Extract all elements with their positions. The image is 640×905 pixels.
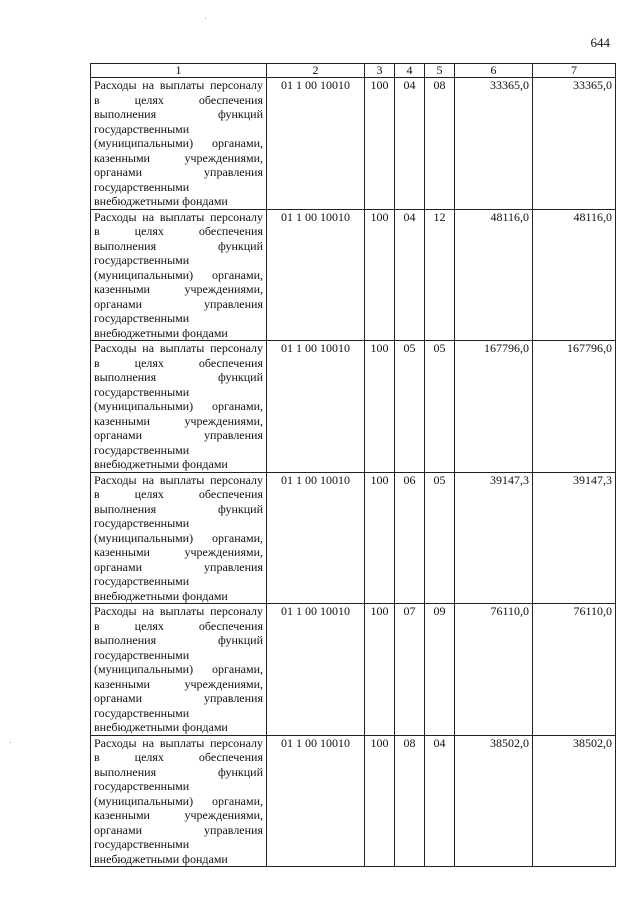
- table-row: [91, 209, 616, 341]
- row-target-code: 01 1 00 10010: [267, 472, 365, 604]
- row-section: 07: [395, 604, 425, 736]
- header-row: [91, 64, 616, 78]
- row-subsection: 04: [425, 735, 455, 867]
- row-description: Расходы на выплаты персоналу в целях обеспечения выполнения функций государственными (муниципальными) органами, казенными учреждениями, органами управления государственными внебюджетными фондами: [91, 472, 267, 604]
- row-amount-7: 76110,0: [533, 604, 616, 736]
- table-row: [91, 78, 616, 210]
- row-subsection: 05: [425, 472, 455, 604]
- row-description: Расходы на выплаты персоналу в целях обеспечения выполнения функций государственными (муниципальными) органами, казенными учреждениями, органами управления государственными внебюджетными фондами: [91, 341, 267, 473]
- row-expense-type: 100: [365, 604, 395, 736]
- column-header-5: 5: [425, 64, 455, 78]
- row-target-code: 01 1 00 10010: [267, 341, 365, 473]
- row-amount-6: 48116,0: [455, 209, 533, 341]
- row-subsection: 12: [425, 209, 455, 341]
- budget-table: [90, 63, 616, 867]
- row-amount-6: 167796,0: [455, 341, 533, 473]
- row-section: 08: [395, 735, 425, 867]
- row-target-code: 01 1 00 10010: [267, 78, 365, 210]
- row-amount-7: 167796,0: [533, 341, 616, 473]
- row-target-code: 01 1 00 10010: [267, 604, 365, 736]
- row-expense-type: 100: [365, 735, 395, 867]
- row-section: 04: [395, 209, 425, 341]
- row-subsection: 05: [425, 341, 455, 473]
- row-amount-7: 48116,0: [533, 209, 616, 341]
- column-header-4: 4: [395, 64, 425, 78]
- row-description: Расходы на выплаты персоналу в целях обеспечения выполнения функций государственными (муниципальными) органами, казенными учреждениями, органами управления государственными внебюджетными фондами: [91, 209, 267, 341]
- row-expense-type: 100: [365, 209, 395, 341]
- scan-speck: [10, 742, 11, 743]
- row-amount-6: 38502,0: [455, 735, 533, 867]
- column-header-6: 6: [455, 64, 533, 78]
- row-description: Расходы на выплаты персоналу в целях обеспечения выполнения функций государственными (муниципальными) органами, казенными учреждениями, органами управления государственными внебюджетными фондами: [91, 604, 267, 736]
- row-section: 06: [395, 472, 425, 604]
- table-row: [91, 735, 616, 867]
- scan-speck: [205, 18, 206, 19]
- row-amount-6: 76110,0: [455, 604, 533, 736]
- row-description: Расходы на выплаты персоналу в целях обеспечения выполнения функций государственными (муниципальными) органами, казенными учреждениями, органами управления государственными внебюджетными фондами: [91, 78, 267, 210]
- row-target-code: 01 1 00 10010: [267, 209, 365, 341]
- column-header-2: 2: [267, 64, 365, 78]
- row-amount-7: 39147,3: [533, 472, 616, 604]
- row-subsection: 09: [425, 604, 455, 736]
- row-amount-7: 33365,0: [533, 78, 616, 210]
- column-header-1: 1: [91, 64, 267, 78]
- table-row: [91, 472, 616, 604]
- row-target-code: 01 1 00 10010: [267, 735, 365, 867]
- row-section: 05: [395, 341, 425, 473]
- row-expense-type: 100: [365, 472, 395, 604]
- table-row: [91, 604, 616, 736]
- row-amount-6: 39147,3: [455, 472, 533, 604]
- column-header-7: 7: [533, 64, 616, 78]
- column-header-3: 3: [365, 64, 395, 78]
- row-amount-7: 38502,0: [533, 735, 616, 867]
- row-expense-type: 100: [365, 78, 395, 210]
- row-description: Расходы на выплаты персоналу в целях обеспечения выполнения функций государственными (муниципальными) органами, казенными учреждениями, органами управления государственными внебюджетными фондами: [91, 735, 267, 867]
- row-expense-type: 100: [365, 341, 395, 473]
- row-section: 04: [395, 78, 425, 210]
- page-number: 644: [590, 35, 610, 50]
- row-subsection: 08: [425, 78, 455, 210]
- table-row: [91, 341, 616, 473]
- row-amount-6: 33365,0: [455, 78, 533, 210]
